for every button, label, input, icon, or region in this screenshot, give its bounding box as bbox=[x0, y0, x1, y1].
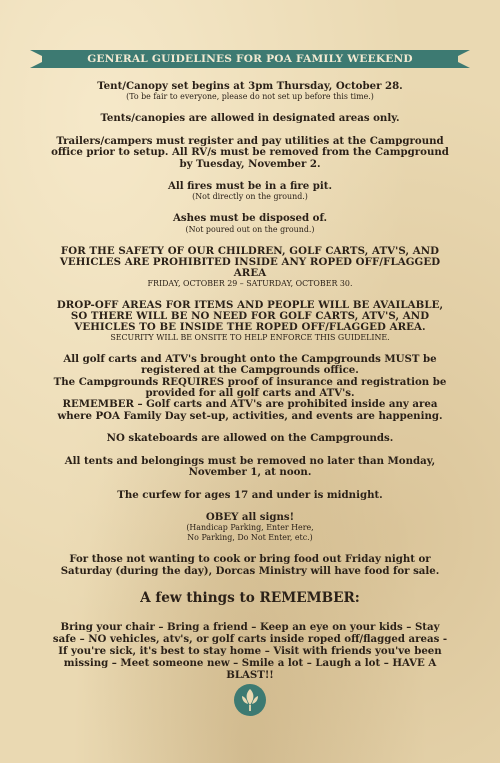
remember-heading: A few things to REMEMBER: bbox=[140, 590, 360, 607]
setup-note: (To be fair to everyone, please do not set up before this time.) bbox=[126, 92, 374, 102]
ashes-main: Ashes must be disposed of. bbox=[172, 212, 328, 225]
food-line: Saturday (during the day), Dorcas Ministry will have food for sale. bbox=[60, 564, 440, 577]
curfew-guideline bbox=[42, 490, 458, 501]
dropoff-guideline bbox=[42, 300, 458, 343]
safety-line: FOR THE SAFETY OF OUR CHILDREN, GOLF CARTS, ATV'S, AND bbox=[60, 244, 440, 257]
removal-line: November 1, at noon. bbox=[188, 466, 312, 479]
fires-guideline bbox=[42, 181, 458, 202]
trailers-line: by Tuesday, November 2. bbox=[179, 157, 321, 170]
signs-main: OBEY all signs! bbox=[205, 510, 295, 523]
safety-guideline bbox=[42, 246, 458, 289]
remember-line: missing – Meet someone new – Smile a lot – Laugh a lot – HAVE A bbox=[63, 657, 437, 670]
food-guideline bbox=[42, 554, 458, 577]
safety-note: FRIDAY, OCTOBER 29 – SATURDAY, OCTOBER 30. bbox=[147, 278, 353, 288]
leaf-emblem-icon bbox=[233, 683, 267, 717]
tents-main: Tents/canopies are allowed in designated areas only. bbox=[100, 112, 400, 125]
dropoff-note: SECURITY WILL BE ONSITE TO HELP ENFORCE THIS GUIDELINE. bbox=[110, 332, 390, 342]
setup-guideline bbox=[42, 81, 458, 102]
setup-main: Tent/Canopy set begins at 3pm Thursday, October 28. bbox=[97, 80, 403, 92]
safety-line: VEHICLES ARE PROHIBITED INSIDE ANY ROPED OFF/FLAGGED AREA bbox=[59, 255, 441, 279]
golfcarts-line: REMEMBER – Golf carts and ATV's are prohibited inside any area bbox=[62, 398, 438, 411]
remember-line: If you're sick, it's best to stay home – Visit with friends you've been bbox=[58, 645, 442, 658]
golfcarts-guideline bbox=[42, 354, 458, 422]
ashes-note: (Not poured out on the ground.) bbox=[185, 224, 315, 234]
removal-guideline bbox=[42, 456, 458, 479]
remember-line: safe – NO vehicles, atv's, or golf carts inside roped off/flagged areas - bbox=[52, 633, 448, 646]
fires-main: All fires must be in a fire pit. bbox=[167, 180, 333, 193]
trailers-guideline bbox=[42, 136, 458, 170]
title-banner bbox=[30, 47, 470, 71]
signs-note: No Parking, Do Not Enter, etc.) bbox=[187, 533, 313, 543]
golfcarts-line: All golf carts and ATV's brought onto the Campgrounds MUST be bbox=[63, 352, 437, 365]
remember-list bbox=[42, 621, 458, 681]
dropoff-line: DROP-OFF AREAS FOR ITEMS AND PEOPLE WILL BE AVAILABLE, bbox=[56, 298, 444, 311]
tents-guideline bbox=[42, 113, 458, 124]
removal-line: All tents and belongings must be removed no later than Monday, bbox=[64, 454, 436, 467]
signs-note: (Handicap Parking, Enter Here, bbox=[186, 523, 314, 533]
ashes-guideline bbox=[42, 213, 458, 234]
golfcarts-line: The Campgrounds REQUIRES proof of insurance and registration be bbox=[53, 375, 447, 388]
skateboards-guideline bbox=[42, 433, 458, 444]
remember-line: Bring your chair – Bring a friend – Keep an eye on your kids – Stay bbox=[60, 621, 440, 634]
trailers-line: Trailers/campers must register and pay utilities at the Campground bbox=[56, 134, 444, 147]
fires-note: (Not directly on the ground.) bbox=[192, 192, 308, 202]
trailers-line: office prior to setup. All RV/s must be removed from the Campground bbox=[51, 146, 449, 159]
remember-line: BLAST!! bbox=[226, 669, 274, 682]
golfcarts-line: registered at the Campgrounds office. bbox=[141, 364, 359, 377]
signs-guideline bbox=[42, 512, 458, 543]
skateboards-main: NO skateboards are allowed on the Campgrounds. bbox=[106, 432, 394, 445]
golfcarts-line: where POA Family Day set-up, activities, and events are happening. bbox=[57, 409, 443, 422]
dropoff-line: SO THERE WILL BE NO NEED FOR GOLF CARTS, ATV'S, AND bbox=[70, 309, 430, 322]
dropoff-line: VEHICLES TO BE INSIDE THE ROPED OFF/FLAGGED AREA. bbox=[74, 320, 426, 333]
banner-title: GENERAL GUIDELINES FOR POA FAMILY WEEKEND bbox=[87, 53, 413, 65]
golfcarts-line: provided for all golf carts and ATV's. bbox=[145, 387, 355, 400]
food-line: For those not wanting to cook or bring food out Friday night or bbox=[69, 553, 431, 566]
curfew-main: The curfew for ages 17 and under is midnight. bbox=[117, 488, 383, 501]
guidelines-body bbox=[42, 81, 458, 681]
